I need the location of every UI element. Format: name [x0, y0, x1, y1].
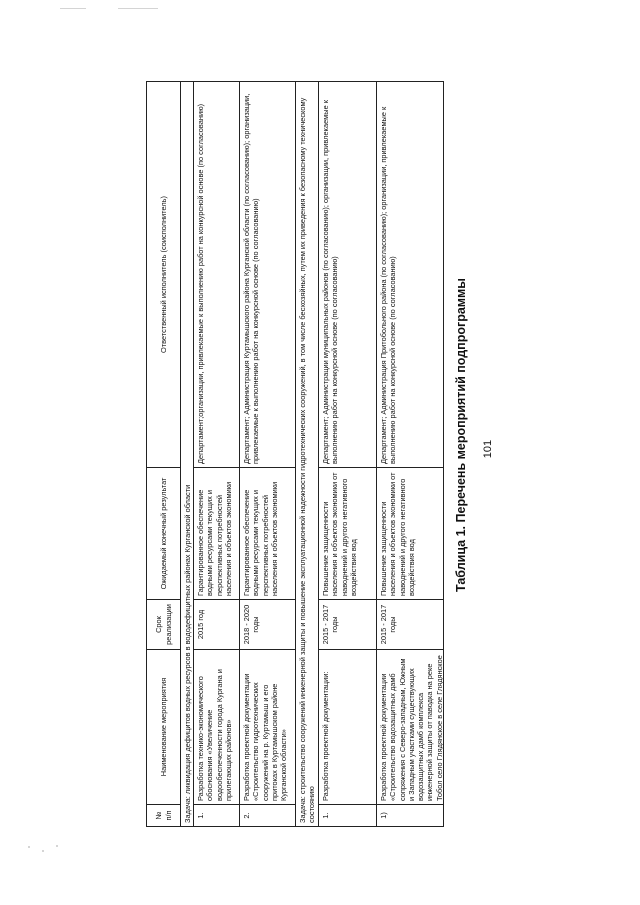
row-num: 1.	[319, 804, 376, 826]
table-row	[377, 82, 444, 826]
task-row-1	[181, 82, 194, 826]
header-name: Наименование мероприятия	[147, 649, 180, 804]
row-num: 1.	[194, 804, 239, 826]
header-result: Ожидаемый конечный результат	[147, 467, 180, 599]
row-name: Разработка проектной документации «Строительство гидротехнических сооружений на р. Куртамыш и его притоках в Куртамышском районе Курганской области»	[240, 649, 295, 804]
table-header-row	[147, 82, 181, 826]
row-result: Гарантированное обеспечение водными ресурсами текущих и перспективных потребностей населения и объектов экономики	[194, 467, 239, 599]
header-executor: Ответственный исполнитель (соисполнитель)	[158, 196, 168, 353]
row-num: 1)	[377, 804, 444, 826]
table-row	[240, 82, 296, 826]
row-term: 2015 - 2017 годы	[319, 599, 376, 649]
task-1-text: Задача: ликвидация дефицитов водных ресурсов в вододефицитных районах Курганской области	[183, 484, 192, 823]
row-term: 2015 - 2017 годы	[377, 599, 444, 649]
row-name: Разработка проектной документации:	[319, 649, 376, 804]
header-num: № п/п	[147, 804, 180, 826]
table-title: Таблица 1. Перечень мероприятий подпрограммы	[454, 278, 468, 592]
row-term: 2018 - 2020 годы	[240, 599, 295, 649]
row-executor: Департамент; Администрация Притобольного района (по согласованию); организации, привлекаемые к выполнению работ на конкурсной основе (по согласованию)	[379, 106, 398, 464]
measures-table	[146, 81, 444, 827]
row-executor: Департамент; Администрации муниципальных районов (по согласованию); организации, привлекаемые к выполнению работ на конкурсной основе (по согласованию)	[321, 100, 340, 464]
table-row	[319, 82, 377, 826]
row-executor: Департамент; Администрация Куртамышского района Курганской области (по согласованию); организации, привлекаемые к выполнению работ на конкурсной основе (по согласованию)	[242, 93, 261, 464]
row-result: Повышение защищенности населения и объектов экономики от наводнений и другого негативного воздействия вод	[319, 467, 376, 599]
header-term: Срок реализации	[147, 599, 180, 649]
row-executor: Департамент;организации, привлекаемые к выполнению работ на конкурсной основе (по согласованию)	[196, 103, 205, 464]
row-num: 2.	[240, 804, 295, 826]
task-2-text: Задача: строительство сооружений инженерной защиты и повышение эксплуатационной надежности гидротехнических сооружений, в том числе бесхозяйных, путем их приведения к безопасному техническому состоянию	[298, 97, 317, 823]
row-name: Разработка технико-экономического обоснования «Увеличение водообеспеченности города Кургана и прилегающих районов»	[194, 649, 239, 804]
row-term: 2015 год	[194, 599, 239, 649]
task-row-2	[296, 82, 319, 826]
row-result: Гарантированное обеспечение водными ресурсами текущих и перспективных потребностей населения и объектов экономики	[240, 467, 295, 599]
row-name: Разработка проектной документации «Строительство водозащитных дамб сопряжения с Северо-западным, Южным и Западным участками существующих водозащитных дамб комплекса инженерной защиты от паводка на реке Тобол село Глядянское в селе Глядянское	[377, 649, 444, 804]
table-row	[194, 82, 240, 826]
page-number: 101	[482, 439, 494, 459]
row-result: Повышение защищенности населения и объектов экономики от наводнений и другого негативного воздействия вод	[377, 467, 444, 599]
